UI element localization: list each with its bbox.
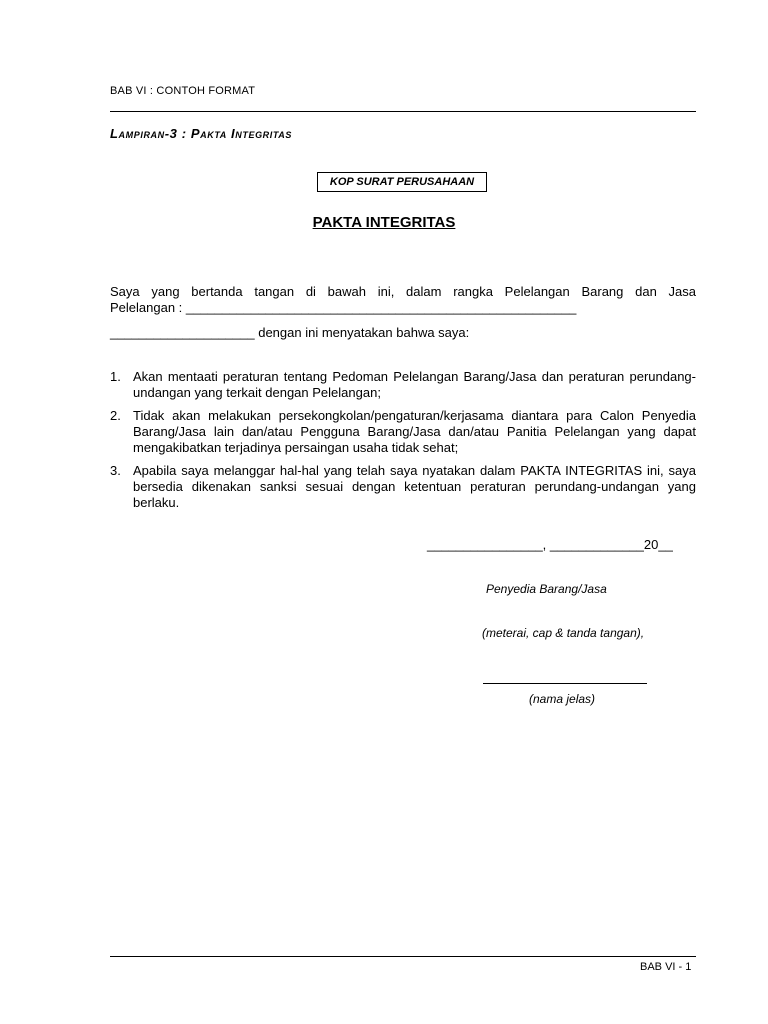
letterhead-box: KOP SURAT PERUSAHAAN bbox=[317, 172, 487, 192]
list-item-text: Tidak akan melakukan persekongkolan/pengaturan/kerjasama diantara para Calon Penyedia Barang/Jasa lain dan/atau Pengguna Barang/Jasa dan/atau Panitia Pelelangan yang dapat mengakibatkan terjadinya persaingan usaha tidak sehat; bbox=[133, 408, 696, 455]
seal-note: (meterai, cap & tanda tangan), bbox=[482, 626, 645, 640]
page-number: BAB VI - 1 bbox=[640, 961, 692, 973]
chapter-header: BAB VI : CONTOH FORMAT bbox=[110, 85, 256, 97]
footer-divider bbox=[110, 956, 696, 957]
statement-list bbox=[110, 369, 696, 518]
list-item bbox=[110, 408, 696, 456]
intro-paragraph bbox=[110, 284, 696, 316]
list-item-text: Akan mentaati peraturan tentang Pedoman Pelelangan Barang/Jasa dan peraturan perundang-undangan yang terkait dengan Pelelangan; bbox=[133, 369, 696, 400]
place-date-line: ________________, _____________20__ bbox=[427, 537, 673, 552]
list-item bbox=[110, 463, 696, 511]
list-item-number: 2. bbox=[110, 408, 121, 423]
list-item-text: Apabila saya melanggar hal-hal yang telah saya nyatakan dalam PAKTA INTEGRITAS ini, saya bersedia dikenakan sanksi sesuai dengan ketentuan peraturan perundang-undangan yang berlaku. bbox=[133, 463, 696, 510]
intro-line-1: Saya yang bertanda tangan di bawah ini, dalam rangka Pelelangan Barang dan Jasa bbox=[110, 284, 696, 299]
intro-line-2: Pelelangan : ______________________________________________________ bbox=[110, 300, 577, 315]
signature-line bbox=[483, 683, 647, 684]
list-item bbox=[110, 369, 696, 401]
intro-line-3: ____________________ dengan ini menyatakan bahwa saya: bbox=[110, 325, 470, 340]
signer-role: Penyedia Barang/Jasa bbox=[486, 582, 607, 596]
header-divider bbox=[110, 111, 696, 112]
name-note: (nama jelas) bbox=[529, 692, 596, 706]
document-title: PAKTA INTEGRITAS bbox=[312, 214, 456, 231]
list-item-number: 1. bbox=[110, 369, 121, 384]
attachment-label: Lampiran-3 : Pakta Integritas bbox=[110, 126, 293, 141]
list-item-number: 3. bbox=[110, 463, 121, 478]
